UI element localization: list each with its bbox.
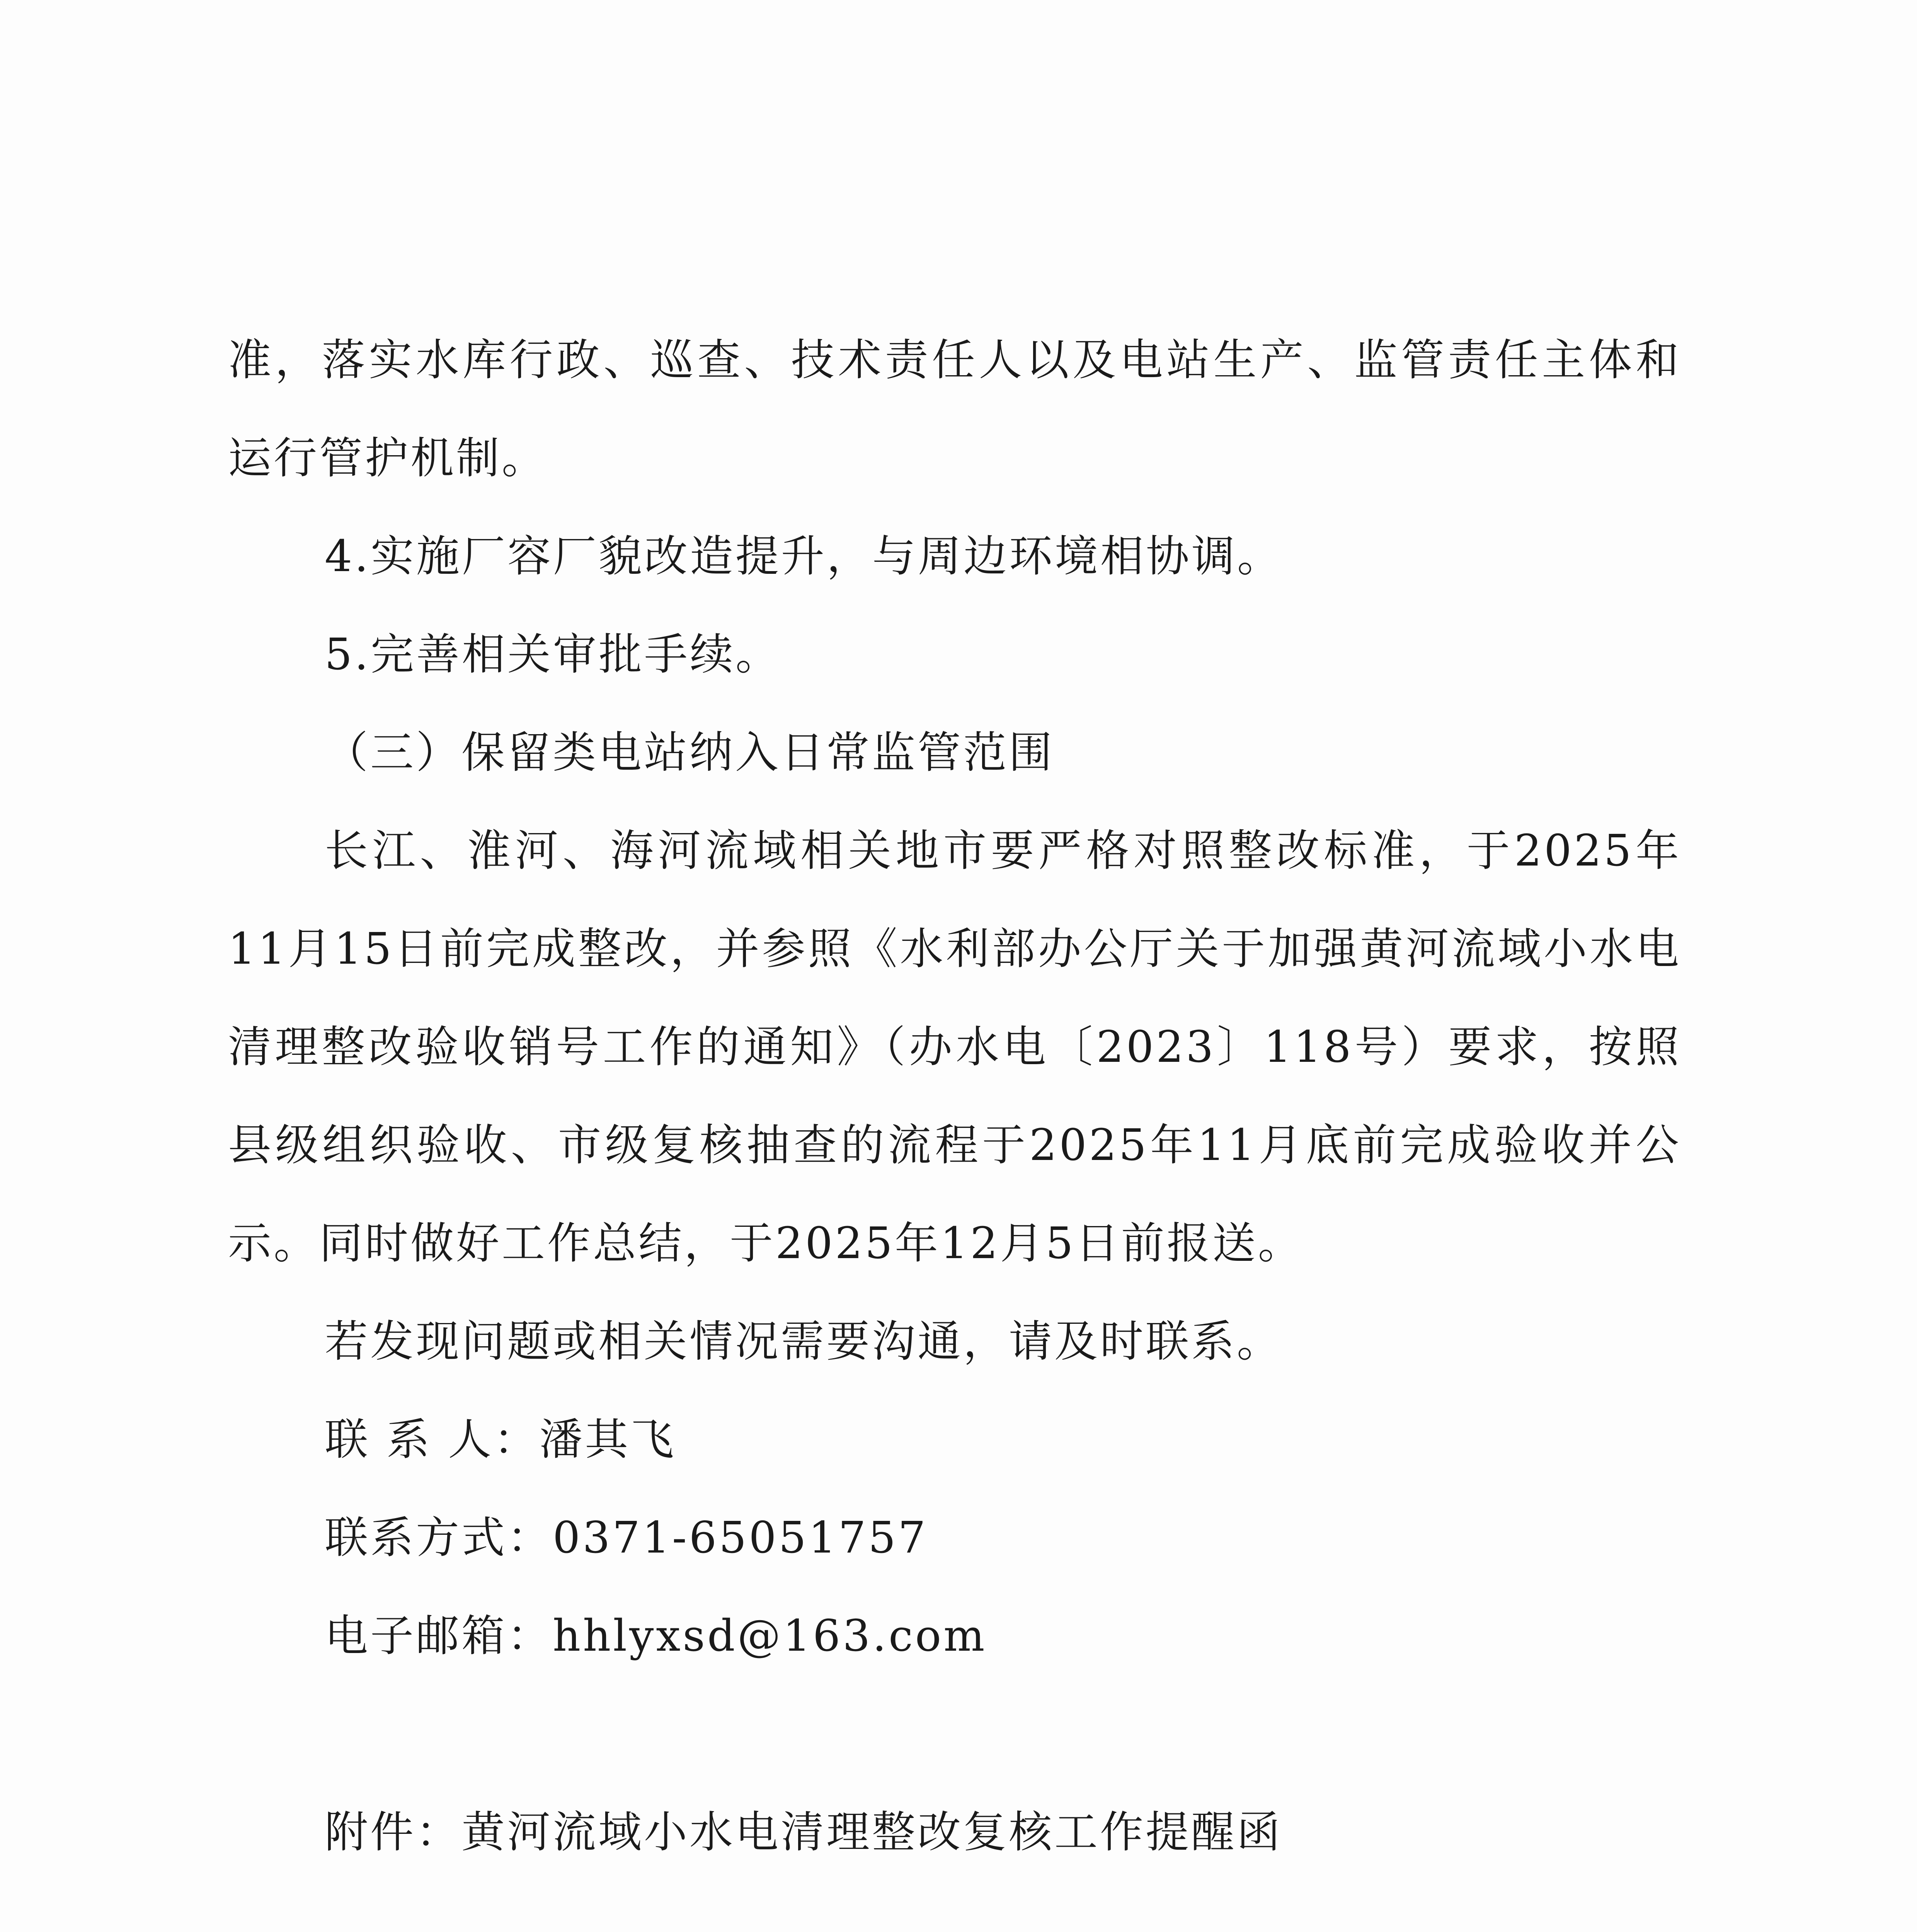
section-heading-3: （三）保留类电站纳入日常监管范围 bbox=[325, 728, 1054, 778]
contact-phone: 联系方式：0371-65051757 bbox=[325, 1513, 928, 1563]
body-text bbox=[228, 311, 1681, 1881]
paragraph-item-4: 4.实施厂容厂貌改造提升，与周边环境相协调。 bbox=[325, 531, 1283, 582]
paragraph-item-5: 5.完善相关审批手续。 bbox=[325, 629, 781, 680]
contact-person: 联 系 人：潘其飞 bbox=[325, 1415, 676, 1465]
paragraph-rectification: 长江、淮河、海河流域相关地市要严格对照整改标准，于2025年11月15日前完成整改，并参照《水利部办公厅关于加强黄河流域小水电清理整改验收销号工作的通知》（办水电〔2023〕118号）要求，按照县级组织验收、市级复核抽查的流程于2025年11月底前完成验收并公示。同时做好工作总结，于2025年12月5日前报送。 bbox=[228, 826, 1681, 1269]
contact-email: 电子邮箱：hhlyxsd@163.com bbox=[325, 1611, 987, 1661]
paragraph-contact-note: 若发现问题或相关情况需要沟通，请及时联系。 bbox=[325, 1316, 1282, 1367]
paragraph-continuation: 准，落实水库行政、巡查、技术责任人以及电站生产、监管责任主体和运行管护机制。 bbox=[228, 335, 1681, 483]
attachment-line: 附件：黄河流域小水电清理整改复核工作提醒函 bbox=[325, 1807, 1282, 1857]
blank-line bbox=[228, 1685, 1681, 1783]
